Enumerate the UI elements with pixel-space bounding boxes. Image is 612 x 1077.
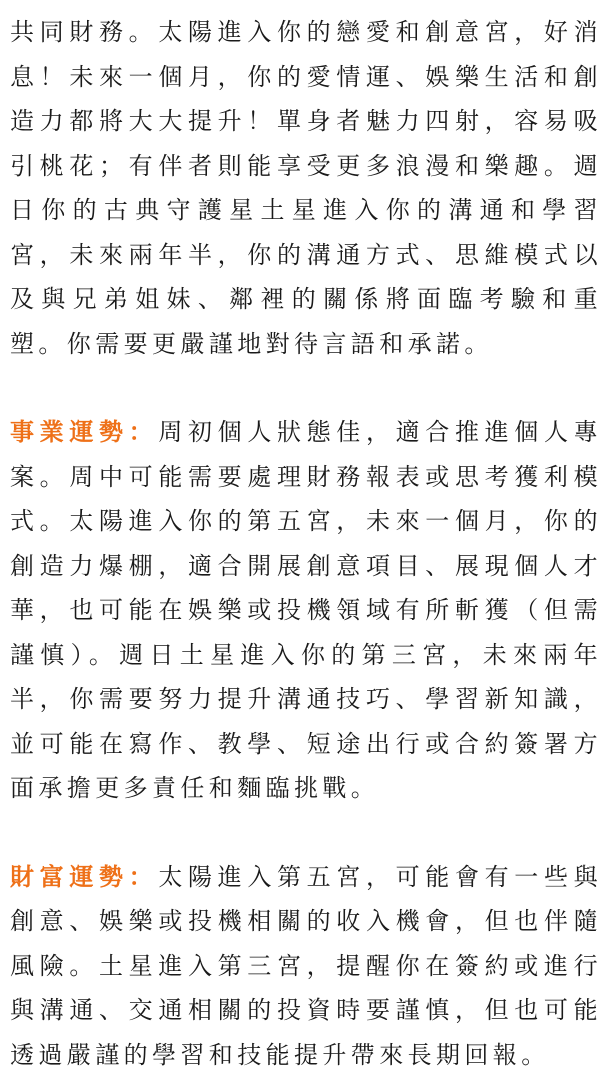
career-text: 周初個人狀態佳，適合推進個人專案。周中可能需要處理財務報表或思考獲利模式。太陽進入你的第五宮，未來一個月，你的創造力爆棚，適合開展創意項目、展現個人才華，也可能在娛樂或投機領域有所斬獲（但需謹慎）。週日土星進入你的第三宮，未來兩年半，你需要努力提升溝通技巧、學習新知識，並可能在寫作、教學、短途出行或合約簽署方面承擔更多責任和麵臨挑戰。 (10, 418, 602, 802)
intro-text: 共同財務。太陽進入你的戀愛和創意宮，好消息！未來一個月，你的愛情運、娛樂生活和創造力都將大大提升！單身者魅力四射，容易吸引桃花；有伴者則能享受更多浪漫和樂趣。週日你的古典守護星土星進入你的溝通和學習宮，未來兩年半，你的溝通方式、思維模式以及與兄弟姐妹、鄰裡的關係將面臨考驗和重塑。你需要更嚴謹地對待言語和承諾。 (10, 18, 602, 358)
wealth-heading: 財富運勢： (10, 863, 158, 891)
intro-paragraph (10, 10, 602, 366)
wealth-paragraph (10, 855, 602, 1077)
career-heading: 事業運勢： (10, 418, 158, 446)
wealth-text: 太陽進入第五宮，可能會有一些與創意、娛樂或投機相關的收入機會，但也伴隨風險。土星進入第三宮，提醒你在簽約或進行與溝通、交通相關的投資時要謹慎，但也可能透過嚴謹的學習和技能提升帶來長期回報。 (10, 863, 602, 1069)
career-paragraph (10, 410, 602, 811)
